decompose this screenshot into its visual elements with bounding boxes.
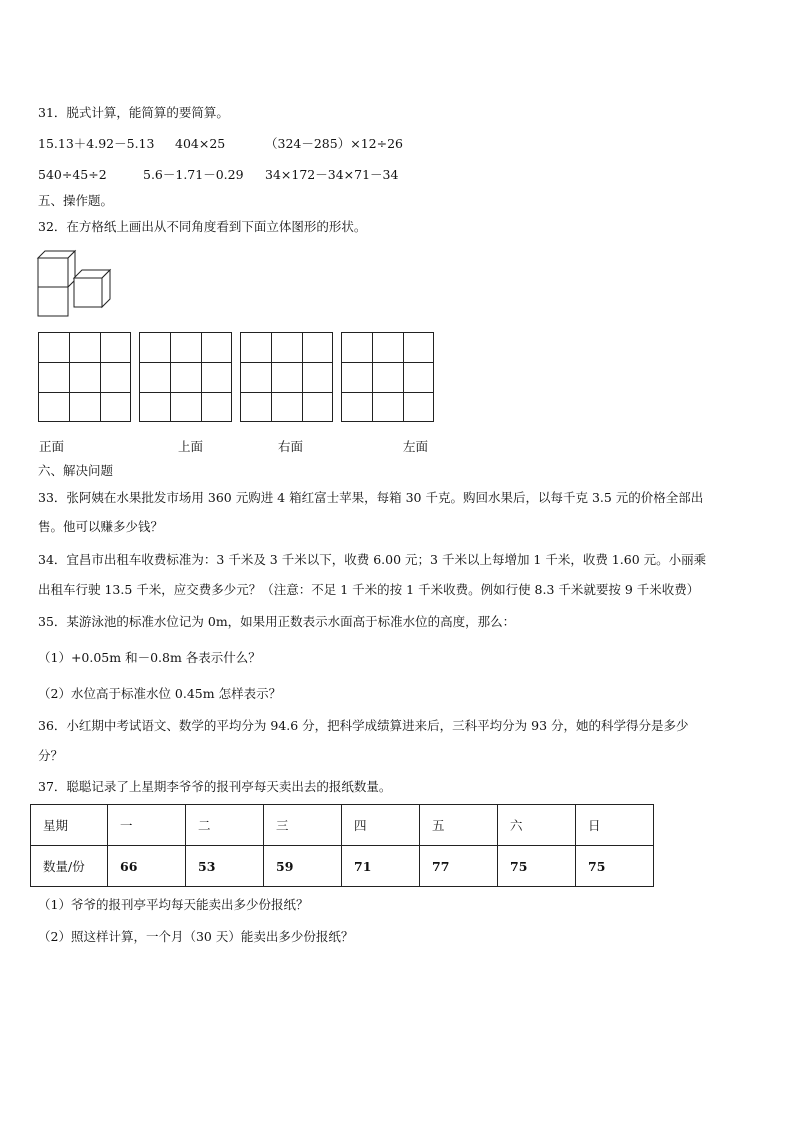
q31-expr-4: 540÷45÷2 bbox=[38, 167, 107, 182]
grid-top[interactable] bbox=[139, 332, 232, 422]
table-header-cell: 星期 bbox=[31, 805, 108, 846]
q35-sub-2: （2）水位高于标准水位 0.45m 怎样表示？ bbox=[38, 686, 282, 701]
q37-title: 37．聪聪记录了上星期李爷爷的报刊亭每天卖出去的报纸数量。 bbox=[38, 779, 392, 794]
table-header-cell: 五 bbox=[420, 805, 498, 846]
grid-right[interactable] bbox=[240, 332, 333, 422]
q35-title: 35．某游泳池的标准水位记为 0m，如果用正数表示水面高于标准水位的高度，那么： bbox=[38, 614, 516, 629]
table-header-cell: 一 bbox=[108, 805, 186, 846]
table-cell: 66 bbox=[108, 846, 186, 887]
q37-sub-1: （1）爷爷的报刊亭平均每天能卖出多少份报纸？ bbox=[38, 897, 309, 912]
section-6-heading: 六、解决问题 bbox=[38, 463, 114, 478]
table-header-cell: 四 bbox=[342, 805, 420, 846]
grid-left[interactable] bbox=[341, 332, 434, 422]
q31-expr-6: 34×172－34×71－34 bbox=[265, 167, 399, 182]
label-left: 左面 bbox=[403, 439, 429, 454]
q37-sub-2: （2）照这样计算，一个月（30 天）能卖出多少份报纸？ bbox=[38, 929, 354, 944]
table-header-cell: 日 bbox=[576, 805, 654, 846]
q31-expr-2: 404×25 bbox=[175, 136, 226, 151]
table-cell: 59 bbox=[264, 846, 342, 887]
table-cell: 数量/份 bbox=[31, 846, 108, 887]
solid-figure-drawing bbox=[36, 222, 116, 318]
label-front: 正面 bbox=[39, 439, 65, 454]
table-header-cell: 六 bbox=[498, 805, 576, 846]
table-header-cell: 二 bbox=[186, 805, 264, 846]
grid-front[interactable] bbox=[38, 332, 131, 422]
table-cell: 75 bbox=[576, 846, 654, 887]
q33-line-1: 33．张阿姨在水果批发市场用 360 元购进 4 箱红富士苹果，每箱 30 千克。购回水果后，以每千克 3.5 元的价格全部出 bbox=[38, 490, 704, 505]
q31-expr-1: 15.13＋4.92－5.13 bbox=[38, 136, 155, 151]
table-row bbox=[31, 846, 654, 887]
q34-line-1: 34．宜昌市出租车收费标准为：3 千米及 3 千米以下，收费 6.00 元；3 千米以上每增加 1 千米，收费 1.60 元。小丽乘 bbox=[38, 552, 707, 567]
q36-line-2: 分？ bbox=[38, 748, 64, 763]
q34-line-2: 出租车行驶 13.5 千米，应交费多少元？（注意：不足 1 千米的按 1 千米收费。例如行使 8.3 千米就要按 9 千米收费） bbox=[38, 582, 700, 597]
q31-expr-3: （324－285）×12÷26 bbox=[265, 136, 403, 151]
q33-line-2: 售。他可以赚多少钱？ bbox=[38, 519, 164, 534]
table-cell: 77 bbox=[420, 846, 498, 887]
label-right: 右面 bbox=[278, 439, 304, 454]
table-cell: 71 bbox=[342, 846, 420, 887]
q31-expr-5: 5.6－1.71－0.29 bbox=[143, 167, 244, 182]
label-top: 上面 bbox=[178, 439, 204, 454]
table-cell: 53 bbox=[186, 846, 264, 887]
q32-title: 32．在方格纸上画出从不同角度看到下面立体图形的形状。 bbox=[38, 219, 367, 234]
q31-title: 31．脱式计算，能简算的要简算。 bbox=[38, 105, 229, 120]
table-header-cell: 三 bbox=[264, 805, 342, 846]
table-cell: 75 bbox=[498, 846, 576, 887]
q35-sub-1: （1）+0.05m 和－0.8m 各表示什么？ bbox=[38, 650, 261, 665]
table-row bbox=[31, 805, 654, 846]
section-5-heading: 五、操作题。 bbox=[38, 193, 114, 208]
newspaper-sales-table bbox=[30, 804, 654, 887]
q36-line-1: 36．小红期中考试语文、数学的平均分为 94.6 分，把科学成绩算进来后，三科平均分为 93 分，她的科学得分是多少 bbox=[38, 718, 689, 733]
